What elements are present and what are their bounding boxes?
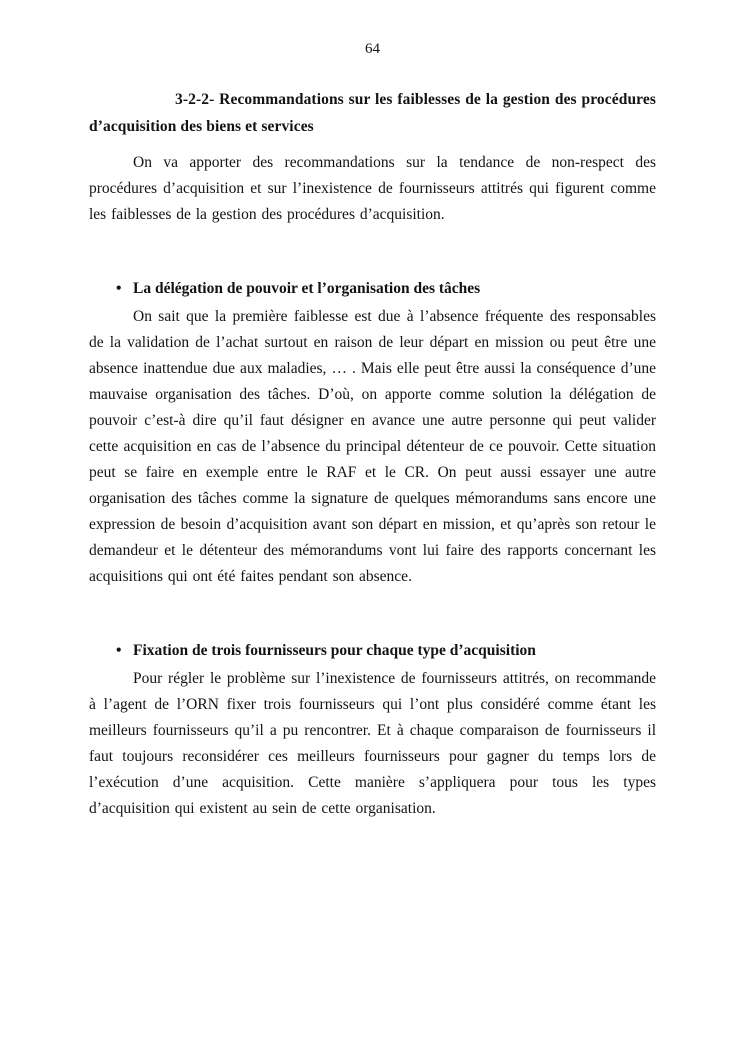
bullet-section-fournisseurs xyxy=(89,638,656,822)
bullet-icon: • xyxy=(116,280,122,297)
page-number: 64 xyxy=(365,41,380,57)
intro-paragraph: On va apporter des recommandations sur la tendance de non-respect des procédures d’acquisition et sur l’inexistence de fournisseurs attitrés qui figurent comme les faiblesses de la gestion des procédures d’acquisition. xyxy=(89,154,656,223)
bullet-body-delegation: On sait que la première faiblesse est due à l’absence fréquente des responsables de la validation de l’achat surtout en raison de leur départ en mission ou peut être une absence inattendue due aux maladies, … . Mais elle peut être aussi la conséquence d’une mauvaise organisation des tâches. D’où, on apporte comme solution la délégation de pouvoir c’est-à dire qu’il faut désigner en avance une autre personne qui peut valider cette acquisition en cas de l’absence du principal détenteur de ce pouvoir. Cette situation peut se faire en exemple entre le RAF et le CR. On peut aussi essayer une autre organisation des tâches comme la signature de quelques mémorandums sans encore une expression de besoin d’acquisition avant son départ en mission, et qu’après son retour le demandeur et le détenteur des mémorandums vont lui faire des rapports concernant les acquisitions qui ont été faites pendant son absence. xyxy=(89,308,656,585)
section-heading: 3-2-2- Recommandations sur les faiblesses de la gestion des procédures d’acquisition des biens et services xyxy=(89,91,656,135)
bullet-title-delegation xyxy=(89,276,656,302)
bullet-icon: • xyxy=(116,642,122,659)
bullet-title-fournisseurs xyxy=(89,638,656,664)
bullet-title-text: La délégation de pouvoir et l’organisation des tâches xyxy=(133,280,481,297)
bullet-title-text: Fixation de trois fournisseurs pour chaque type d’acquisition xyxy=(133,642,536,659)
bullet-section-delegation xyxy=(89,276,656,590)
bullet-body-fournisseurs: Pour régler le problème sur l’inexistence de fournisseurs attitrés, on recommande à l’agent de l’ORN fixer trois fournisseurs qui l’ont plus considéré comme étant les meilleurs fournisseurs qu’il a pu rencontrer. Et à chaque comparaison de fournisseurs il faut toujours reconsidérer ces meilleurs fournisseurs pour gagner du temps lors de l’exécution d’une acquisition. Cette manière s’appliquera pour tous les types d’acquisition qui existent au sein de cette organisation. xyxy=(89,670,656,817)
